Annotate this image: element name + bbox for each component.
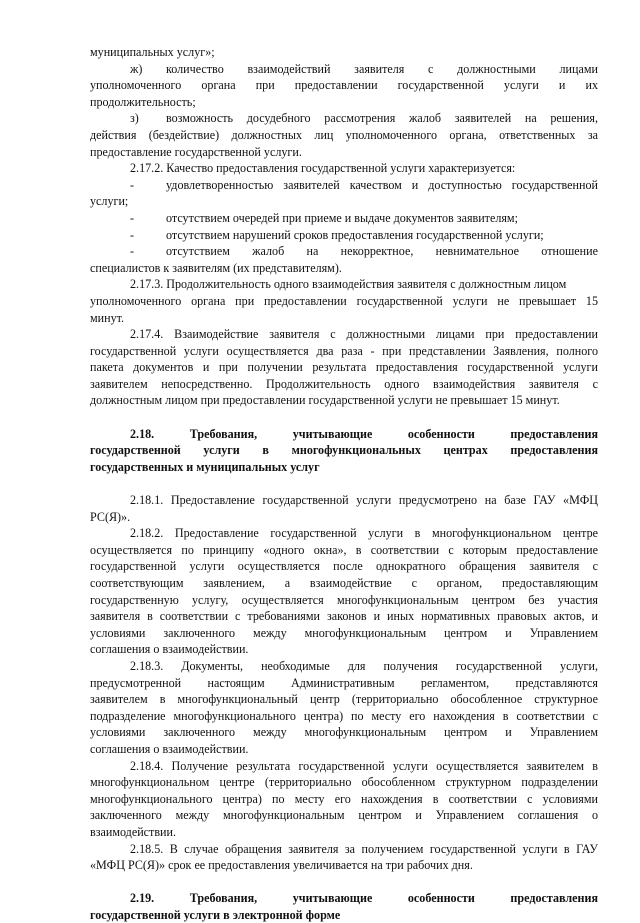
text-line: удовлетворенностью заявителей качеством и доступностью государственной bbox=[166, 177, 598, 192]
text-line: муниципальных услуг»; bbox=[90, 45, 215, 59]
section-heading-line: государственной услуги в электронной форме bbox=[90, 907, 341, 922]
paragraph-2-18-5: 2.18.5. В случае обращения заявителя за получением государственной услуги в ГАУ bbox=[130, 841, 598, 856]
dash-item bbox=[90, 243, 598, 260]
text-line: отсутствием очередей при приеме и выдаче документов заявителям; bbox=[166, 210, 518, 225]
dash-marker: - bbox=[130, 244, 135, 259]
text-line: условиями заключенного между многофункциональным центром и Управлением bbox=[90, 625, 598, 640]
text-line: заявителем непосредственно. Продолжительность одного взаимодействия заявителя с bbox=[90, 376, 598, 391]
text-line: количество взаимодействий заявителя с должностными лицами bbox=[166, 61, 598, 76]
paragraph-2-18-3: 2.18.3. Документы, необходимые для получения государственной услуги, bbox=[130, 658, 598, 673]
dash-item bbox=[90, 177, 598, 194]
paragraph-2-17-2: 2.17.2. Качество предоставления государственной услуги характеризуется: bbox=[130, 161, 516, 176]
spacer bbox=[90, 874, 598, 891]
text-line: заявителя в соответствии с требованиями законов и иных нормативных правовых актов, и bbox=[90, 609, 598, 624]
paragraph-2-18-2: 2.18.2. Предоставление государственной услуги в многофункциональном центре bbox=[130, 526, 598, 541]
list-item-z bbox=[90, 110, 598, 127]
text-line: государственной услуги осуществляется два раза - при представлении Заявления, полного bbox=[90, 343, 598, 358]
text-line: взаимодействии. bbox=[90, 824, 177, 839]
text-line: возможность досудебного рассмотрения жалоб заявителей на решения, bbox=[166, 111, 598, 126]
text-line: «МФЦ РС(Я)» срок ее предоставления увеличивается на три рабочих дня. bbox=[90, 858, 473, 873]
text-line: специалистов к заявителям (их представителям). bbox=[90, 260, 342, 275]
text-line: пакета документов и при получении результата предоставления государственной услуги bbox=[90, 360, 598, 375]
text-line: предоставление государственной услуги. bbox=[90, 144, 302, 159]
paragraph-2-17-4: 2.17.4. Взаимодействие заявителя с должностными лицами при предоставлении bbox=[130, 327, 598, 342]
text-line: уполномоченного органа при предоставлении государственной услуги не превышает 15 bbox=[90, 293, 598, 308]
paragraph-2-17-3: 2.17.3. Продолжительность одного взаимодействия заявителя с должностным лицом bbox=[130, 277, 567, 292]
text-line: государственной услуги осуществляется после однократного обращения заявителя с bbox=[90, 559, 598, 574]
text-line: подразделение многофункционального центра) по месту его нахождения в соответствии с bbox=[90, 708, 598, 723]
text-line: многофункциональном центре (территориально обособленном структурном подразделении bbox=[90, 775, 598, 790]
text-line: заключенного между многофункциональным центром и Управлением соглашения о bbox=[90, 808, 598, 823]
spacer bbox=[90, 409, 598, 426]
section-heading-2-19: 2.19. Требования, учитывающие особенности предоставления bbox=[130, 891, 598, 906]
section-heading-2-18: 2.18. Требования, учитывающие особенности предоставления bbox=[130, 426, 598, 441]
list-marker: ж) bbox=[130, 61, 143, 76]
dash-item bbox=[90, 227, 598, 244]
dash-marker: - bbox=[130, 210, 135, 225]
text-line: государственную услугу, осуществляется многофункциональным центром без участия bbox=[90, 592, 598, 607]
text-line: соглашения о взаимодействии. bbox=[90, 642, 249, 657]
paragraph-2-18-1: 2.18.1. Предоставление государственной услуги предусмотрено на базе ГАУ «МФЦ bbox=[130, 493, 598, 508]
text-line: осуществляется по принципу «одного окна», в соответствии с которым предоставление bbox=[90, 542, 598, 557]
text-line: многофункционального центра) по месту его нахождения в соответствии с условиями bbox=[90, 791, 598, 806]
text-line: соответствующим заявлением, а взаимодействие с органом, предоставляющим bbox=[90, 576, 598, 590]
text-line: действия (бездействие) должностных лиц уполномоченного органа, ответственных за bbox=[90, 127, 598, 142]
text-line: минут. bbox=[90, 310, 125, 325]
list-marker: з) bbox=[130, 111, 139, 126]
section-heading-line: государственных и муниципальных услуг bbox=[90, 459, 320, 474]
paragraph-2-18-4: 2.18.4. Получение результата государственной услуги осуществляется заявителем в bbox=[130, 758, 598, 773]
text-line: уполномоченного органа при предоставлении государственной услуги и их bbox=[90, 78, 598, 93]
document-page bbox=[90, 44, 598, 923]
section-heading-line: государственной услуги в многофункциональных центрах предоставления bbox=[90, 443, 598, 458]
dash-item bbox=[90, 210, 598, 227]
list-item-zh bbox=[90, 61, 598, 78]
text-line: должностным лицом при предоставлении государственной услуги не превышает 15 минут. bbox=[90, 393, 560, 408]
text-line: предусмотренной настоящим Административным регламентом, представляются bbox=[90, 675, 598, 690]
text-line: заявителем в многофункциональный центр (территориально обособленное структурное bbox=[90, 692, 598, 707]
text-line: соглашения о взаимодействии. bbox=[90, 741, 249, 756]
text-line: РС(Я)». bbox=[90, 509, 131, 524]
text-line: продолжительность; bbox=[90, 94, 196, 109]
spacer bbox=[90, 475, 598, 492]
text-line: услуги; bbox=[90, 194, 129, 209]
dash-marker: - bbox=[130, 177, 135, 192]
text-line: отсутствием нарушений сроков предоставления государственной услуги; bbox=[166, 227, 544, 242]
text-line: условиями заключенного между многофункциональным центром и Управлением bbox=[90, 725, 598, 740]
text-line: отсутствием жалоб на некорректное, невнимательное отношение bbox=[166, 244, 598, 259]
dash-marker: - bbox=[130, 227, 135, 242]
